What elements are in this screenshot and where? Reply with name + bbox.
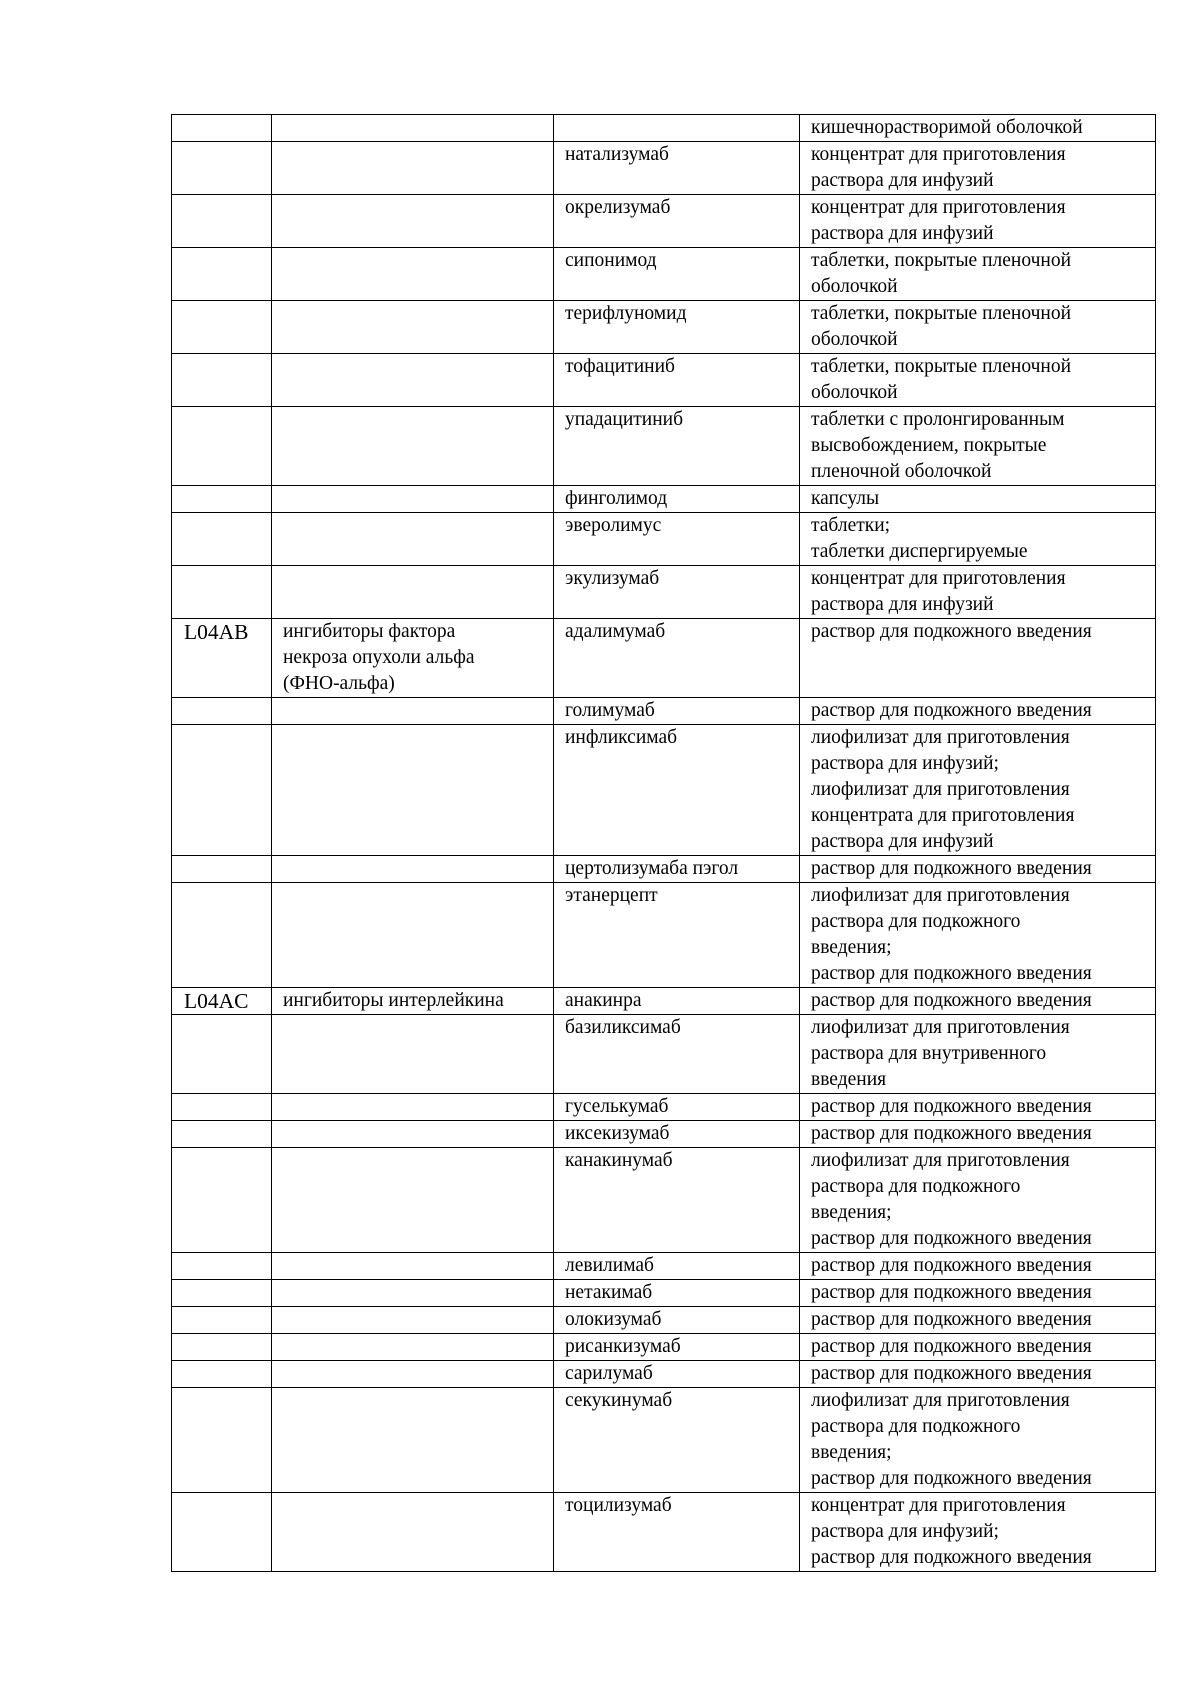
table-row (172, 1121, 1156, 1148)
pharmacological-group-cell (272, 883, 554, 988)
table-row (172, 883, 1156, 988)
dosage-form-cell: раствор для подкожного введения (800, 698, 1156, 725)
drug-name-cell: упадацитиниб (554, 407, 800, 486)
pharmacological-group-cell (272, 1121, 554, 1148)
dosage-form-cell: раствор для подкожного введения (800, 619, 1156, 698)
atc-code-cell (172, 1253, 272, 1280)
atc-code-cell (172, 1094, 272, 1121)
pharmacological-group-cell (272, 725, 554, 856)
dosage-form-cell: лиофилизат для приготовления раствора для подкожного введения; раствор для подкожного введения (800, 1148, 1156, 1253)
drug-name-cell: базиликсимаб (554, 1015, 800, 1094)
table-row (172, 856, 1156, 883)
drug-name-cell: цертолизумаба пэгол (554, 856, 800, 883)
dosage-form-cell: раствор для подкожного введения (800, 1307, 1156, 1334)
pharmacological-group-cell (272, 195, 554, 248)
pharmacological-group-cell (272, 301, 554, 354)
atc-code-cell (172, 1493, 272, 1572)
drug-name-cell (554, 115, 800, 142)
drug-name-cell: гуселькумаб (554, 1094, 800, 1121)
table-row (172, 301, 1156, 354)
drug-name-cell: экулизумаб (554, 566, 800, 619)
table-row (172, 1015, 1156, 1094)
dosage-form-cell: раствор для подкожного введения (800, 1334, 1156, 1361)
pharmacological-group-cell (272, 1361, 554, 1388)
dosage-form-cell: раствор для подкожного введения (800, 1361, 1156, 1388)
dosage-form-cell: концентрат для приготовления раствора для инфузий; раствор для подкожного введения (800, 1493, 1156, 1572)
drug-name-cell: рисанкизумаб (554, 1334, 800, 1361)
drug-name-cell: натализумаб (554, 142, 800, 195)
drug-name-cell: сарилумаб (554, 1361, 800, 1388)
drug-name-cell: голимумаб (554, 698, 800, 725)
dosage-form-cell: раствор для подкожного введения (800, 856, 1156, 883)
table-row (172, 142, 1156, 195)
drug-name-cell: этанерцепт (554, 883, 800, 988)
table-row (172, 1493, 1156, 1572)
atc-code-cell (172, 354, 272, 407)
table-row (172, 698, 1156, 725)
drug-name-cell: финголимод (554, 486, 800, 513)
atc-code-cell (172, 856, 272, 883)
table-row (172, 725, 1156, 856)
dosage-form-cell: таблетки с пролонгированным высвобождением, покрытые пленочной оболочкой (800, 407, 1156, 486)
drug-name-cell: терифлуномид (554, 301, 800, 354)
table-row (172, 566, 1156, 619)
pharmacological-group-cell (272, 1493, 554, 1572)
pharmacological-group-cell (272, 354, 554, 407)
atc-code-cell (172, 566, 272, 619)
drug-name-cell: иксекизумаб (554, 1121, 800, 1148)
dosage-form-cell: лиофилизат для приготовления раствора для внутривенного введения (800, 1015, 1156, 1094)
atc-code-cell (172, 1015, 272, 1094)
atc-code-cell (172, 1307, 272, 1334)
pharmacological-group-cell (272, 1148, 554, 1253)
table-row (172, 1094, 1156, 1121)
pharmacological-group-cell (272, 115, 554, 142)
pharmacological-group-cell (272, 486, 554, 513)
pharmacological-group-cell (272, 1307, 554, 1334)
dosage-form-cell: таблетки, покрытые пленочной оболочкой (800, 354, 1156, 407)
dosage-form-cell: капсулы (800, 486, 1156, 513)
table-row (172, 1148, 1156, 1253)
drug-name-cell: канакинумаб (554, 1148, 800, 1253)
dosage-form-cell: концентрат для приготовления раствора для инфузий (800, 195, 1156, 248)
dosage-form-cell: лиофилизат для приготовления раствора для инфузий; лиофилизат для приготовления концентрата для приготовления раствора для инфузий (800, 725, 1156, 856)
drug-name-cell: окрелизумаб (554, 195, 800, 248)
dosage-form-cell: таблетки, покрытые пленочной оболочкой (800, 248, 1156, 301)
atc-code-cell (172, 1388, 272, 1493)
drug-name-cell: тоцилизумаб (554, 1493, 800, 1572)
dosage-form-cell: раствор для подкожного введения (800, 1094, 1156, 1121)
pharmacological-group-cell (272, 407, 554, 486)
drug-name-cell: тофацитиниб (554, 354, 800, 407)
atc-code-cell (172, 301, 272, 354)
drug-name-cell: секукинумаб (554, 1388, 800, 1493)
table-row (172, 1307, 1156, 1334)
atc-code-cell (172, 248, 272, 301)
pharmacological-group-cell: ингибиторы фактора некроза опухоли альфа (ФНО-альфа) (272, 619, 554, 698)
dosage-form-cell: раствор для подкожного введения (800, 1253, 1156, 1280)
pharmacological-group-cell (272, 1094, 554, 1121)
atc-code-cell (172, 1361, 272, 1388)
atc-code-cell (172, 883, 272, 988)
atc-code-cell (172, 1121, 272, 1148)
pharmacological-group-cell (272, 1334, 554, 1361)
table-row (172, 407, 1156, 486)
atc-code-cell (172, 142, 272, 195)
drug-name-cell: левилимаб (554, 1253, 800, 1280)
table-row (172, 1334, 1156, 1361)
atc-code-cell (172, 1148, 272, 1253)
atc-code-cell (172, 407, 272, 486)
pharmacological-group-cell (272, 1253, 554, 1280)
dosage-form-cell: таблетки; таблетки диспергируемые (800, 513, 1156, 566)
table-row (172, 619, 1156, 698)
atc-code-cell (172, 115, 272, 142)
table-row (172, 1388, 1156, 1493)
table-body (172, 115, 1156, 1572)
drug-name-cell: эверолимус (554, 513, 800, 566)
table-row (172, 1361, 1156, 1388)
drug-name-cell: инфликсимаб (554, 725, 800, 856)
dosage-form-cell: лиофилизат для приготовления раствора для подкожного введения; раствор для подкожного введения (800, 883, 1156, 988)
table-row (172, 1253, 1156, 1280)
pharmacological-group-cell (272, 142, 554, 195)
pharmacological-group-cell (272, 1280, 554, 1307)
atc-code-cell: L04AC (172, 988, 272, 1015)
pharmacological-group-cell (272, 698, 554, 725)
table-row (172, 248, 1156, 301)
table-row (172, 115, 1156, 142)
pharmacological-group-cell (272, 1388, 554, 1493)
drug-name-cell: адалимумаб (554, 619, 800, 698)
table-row (172, 486, 1156, 513)
atc-code-cell (172, 1280, 272, 1307)
table-row (172, 354, 1156, 407)
pharmacological-group-cell (272, 1015, 554, 1094)
dosage-form-cell: раствор для подкожного введения (800, 1121, 1156, 1148)
medication-table (171, 114, 1156, 1572)
dosage-form-cell: концентрат для приготовления раствора для инфузий (800, 142, 1156, 195)
atc-code-cell: L04AB (172, 619, 272, 698)
dosage-form-cell: раствор для подкожного введения (800, 1280, 1156, 1307)
table-row (172, 195, 1156, 248)
atc-code-cell (172, 725, 272, 856)
dosage-form-cell: кишечнорастворимой оболочкой (800, 115, 1156, 142)
pharmacological-group-cell: ингибиторы интерлейкина (272, 988, 554, 1015)
dosage-form-cell: концентрат для приготовления раствора для инфузий (800, 566, 1156, 619)
dosage-form-cell: лиофилизат для приготовления раствора для подкожного введения; раствор для подкожного введения (800, 1388, 1156, 1493)
dosage-form-cell: таблетки, покрытые пленочной оболочкой (800, 301, 1156, 354)
drug-name-cell: сипонимод (554, 248, 800, 301)
table-row (172, 513, 1156, 566)
atc-code-cell (172, 1334, 272, 1361)
atc-code-cell (172, 195, 272, 248)
atc-code-cell (172, 698, 272, 725)
drug-name-cell: анакинра (554, 988, 800, 1015)
pharmacological-group-cell (272, 566, 554, 619)
atc-code-cell (172, 513, 272, 566)
atc-code-cell (172, 486, 272, 513)
pharmacological-group-cell (272, 248, 554, 301)
pharmacological-group-cell (272, 856, 554, 883)
pharmacological-group-cell (272, 513, 554, 566)
dosage-form-cell: раствор для подкожного введения (800, 988, 1156, 1015)
drug-name-cell: нетакимаб (554, 1280, 800, 1307)
drug-name-cell: олокизумаб (554, 1307, 800, 1334)
table-row (172, 988, 1156, 1015)
table-row (172, 1280, 1156, 1307)
